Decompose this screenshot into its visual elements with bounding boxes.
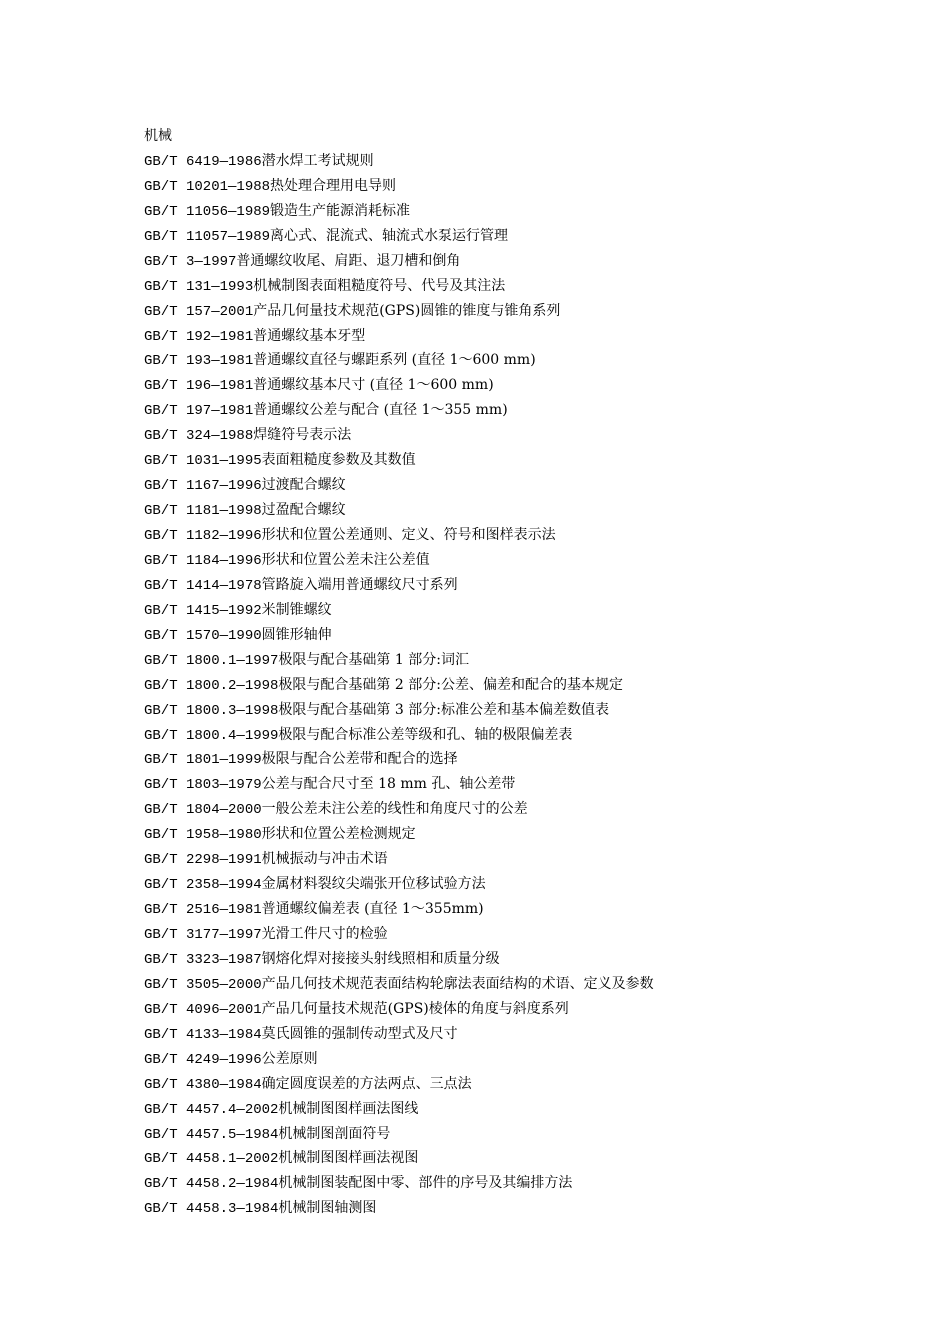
standard-title: 确定圆度误差的方法两点、三点法	[261, 1075, 472, 1092]
standard-code: GB/T 192—1981	[144, 328, 254, 345]
standard-title: 机械制图图样画法图线	[278, 1100, 419, 1117]
standard-title: 产品几何量技术规范(GPS)棱体的角度与斜度系列	[261, 1000, 569, 1017]
standard-code: GB/T 4458.2—1984	[144, 1176, 279, 1193]
standard-title: 普通螺纹基本牙型	[253, 327, 366, 344]
standard-entry	[144, 648, 864, 673]
standard-code: GB/T 4096—2001	[144, 1001, 262, 1018]
standard-title: 普通螺纹收尾、肩距、退刀槽和倒角	[236, 252, 461, 269]
standard-code: GB/T 1031—1995	[144, 453, 262, 470]
standard-entry	[144, 972, 864, 997]
standard-entry	[144, 897, 864, 922]
standard-entry	[144, 1022, 864, 1047]
standard-entry	[144, 1097, 864, 1122]
standard-code: GB/T 131—1993	[144, 278, 254, 295]
standard-entry	[144, 822, 864, 847]
standard-entry	[144, 1146, 864, 1171]
standard-title: 一般公差未注公差的线性和角度尺寸的公差	[261, 801, 528, 818]
standard-title: 公差与配合尺寸至 18 mm 孔、轴公差带	[261, 776, 516, 793]
standard-entry	[144, 797, 864, 822]
standard-title: 普通螺纹直径与螺距系列 (直径 1～600 mm)	[253, 352, 536, 369]
standard-entry	[144, 1196, 864, 1221]
standard-entry	[144, 1171, 864, 1196]
standard-entry	[144, 723, 864, 748]
standard-code: GB/T 324—1988	[144, 428, 254, 445]
standard-title: 产品几何量技术规范(GPS)圆锥的锥度与锥角系列	[253, 302, 561, 319]
standard-entry	[144, 373, 864, 398]
standard-code: GB/T 1800.4—1999	[144, 727, 279, 744]
standard-code: GB/T 1182—1996	[144, 528, 262, 544]
standard-entry	[144, 548, 864, 573]
standard-entry	[144, 1072, 864, 1097]
standard-title: 机械制图图样画法视图	[278, 1150, 419, 1167]
standard-code: GB/T 4380—1984	[144, 1076, 262, 1093]
standard-entry	[144, 573, 864, 598]
standard-code: GB/T 1800.1—1997	[144, 652, 279, 669]
standard-entry	[144, 348, 864, 373]
standard-code: GB/T 4457.4—2002	[144, 1101, 279, 1118]
standard-code: GB/T 1184—1996	[144, 552, 262, 569]
standard-entry	[144, 598, 864, 623]
standard-title: 机械制图轴测图	[278, 1200, 377, 1217]
standard-code: GB/T 4133—1984	[144, 1026, 262, 1043]
standard-title: 金属材料裂纹尖端张开位移试验方法	[261, 876, 486, 893]
standard-code: GB/T 1801—1999	[144, 752, 262, 769]
standard-title: 普通螺纹偏差表 (直径 1～355mm)	[261, 901, 484, 918]
standard-code: GB/T 4458.1—2002	[144, 1151, 279, 1168]
standard-entry	[144, 324, 864, 349]
standard-code: GB/T 1804—2000	[144, 802, 262, 819]
standard-code: GB/T 2358—1994	[144, 877, 262, 894]
standard-entry	[144, 1122, 864, 1147]
standard-title: 光滑工件尺寸的检验	[261, 926, 388, 942]
standard-title: 表面粗糙度参数及其数值	[261, 452, 416, 469]
standard-code: GB/T 1570—1990	[144, 627, 262, 644]
standard-entry	[144, 473, 864, 498]
standard-entry	[144, 847, 864, 872]
standards-list	[144, 149, 864, 1221]
standard-title: 管路旋入端用普通螺纹尺寸系列	[261, 576, 458, 593]
standard-code: GB/T 197—1981	[144, 403, 254, 420]
standard-code: GB/T 1415—1992	[144, 602, 262, 619]
standard-entry	[144, 673, 864, 698]
standard-title: 机械制图表面粗糙度符号、代号及其注法	[253, 277, 506, 294]
standard-title: 机械振动与冲击术语	[261, 851, 388, 868]
standard-code: GB/T 4249—1996	[144, 1051, 262, 1068]
standard-entry	[144, 947, 864, 972]
standard-title: 莫氏圆锥的强制传动型式及尺寸	[261, 1025, 458, 1042]
standard-code: GB/T 10201—1988	[144, 178, 271, 195]
standard-entry	[144, 747, 864, 772]
standard-title: 热处理合理用电导则	[270, 177, 397, 194]
standard-code: GB/T 4457.5—1984	[144, 1126, 279, 1143]
standard-code: GB/T 1167—1996	[144, 478, 262, 495]
standard-entry	[144, 274, 864, 299]
standard-title: 米制锥螺纹	[261, 601, 332, 618]
section-title: 机械	[144, 128, 172, 144]
standard-entry	[144, 299, 864, 324]
standard-entry	[144, 997, 864, 1022]
standard-code: GB/T 2516—1981	[144, 902, 262, 919]
standard-code: GB/T 196—1981	[144, 378, 254, 395]
standard-title: 离心式、混流式、轴流式水泵运行管理	[270, 227, 509, 244]
standard-title: 公差原则	[261, 1050, 318, 1067]
standard-entry	[144, 498, 864, 523]
standard-title: 机械制图剖面符号	[278, 1125, 391, 1142]
standard-code: GB/T 6419—1986	[144, 153, 262, 170]
standard-title: 形状和位置公差未注公差值	[261, 551, 430, 568]
standard-code: GB/T 1800.2—1998	[144, 677, 279, 694]
standard-entry	[144, 249, 864, 274]
standard-title: 潜水焊工考试规则	[261, 152, 374, 169]
standard-title: 过盈配合螺纹	[261, 502, 346, 519]
standard-code: GB/T 4458.3—1984	[144, 1201, 279, 1218]
standard-code: GB/T 1803—1979	[144, 777, 262, 794]
standard-code: GB/T 3505—2000	[144, 976, 262, 993]
standard-code: GB/T 3—1997	[144, 253, 237, 270]
standard-title: 极限与配合基础第 1 部分:词汇	[278, 651, 469, 668]
standard-entry	[144, 523, 864, 548]
standard-title: 普通螺纹基本尺寸 (直径 1～600 mm)	[253, 377, 494, 394]
standard-code: GB/T 3323—1987	[144, 951, 262, 968]
standard-code: GB/T 1181—1998	[144, 503, 262, 520]
standard-code: GB/T 1414—1978	[144, 577, 262, 594]
standard-title: 产品几何技术规范表面结构轮廓法表面结构的术语、定义及参数	[261, 975, 654, 992]
standard-code: GB/T 11056—1989	[144, 203, 271, 220]
standard-code: GB/T 1800.3—1998	[144, 702, 279, 719]
standard-entry	[144, 149, 864, 174]
standard-entry	[144, 623, 864, 648]
standard-code: GB/T 193—1981	[144, 353, 254, 370]
standard-entry	[144, 922, 864, 947]
standard-title: 过渡配合螺纹	[261, 477, 346, 494]
standard-title: 锻造生产能源消耗标准	[270, 202, 411, 219]
standard-code: GB/T 1958—1980	[144, 827, 262, 844]
standard-entry	[144, 174, 864, 199]
standard-entry	[144, 199, 864, 224]
standard-title: 极限与配合公差带和配合的选择	[261, 751, 458, 768]
standard-title: 极限与配合标准公差等级和孔、轴的极限偏差表	[278, 726, 573, 743]
standard-title: 普通螺纹公差与配合 (直径 1～355 mm)	[253, 402, 508, 419]
standard-title: 极限与配合基础第 3 部分:标准公差和基本偏差数值表	[278, 701, 609, 718]
standard-title: 钢熔化焊对接接头射线照相和质量分级	[261, 950, 500, 967]
standard-title: 形状和位置公差检测规定	[261, 826, 416, 843]
standard-code: GB/T 11057—1989	[144, 228, 271, 245]
standard-title: 圆锥形轴伸	[261, 626, 332, 643]
standard-entry	[144, 224, 864, 249]
standard-title: 焊缝符号表示法	[253, 427, 352, 444]
standard-code: GB/T 3177—1997	[144, 927, 262, 943]
standard-entry	[144, 1047, 864, 1072]
standard-title: 形状和位置公差通则、定义、符号和图样表示法	[261, 527, 556, 543]
standard-entry	[144, 772, 864, 797]
standard-title: 机械制图装配图中零、部件的序号及其编排方法	[278, 1175, 573, 1192]
standard-entry	[144, 698, 864, 723]
standard-entry	[144, 872, 864, 897]
standard-entry	[144, 423, 864, 448]
standard-code: GB/T 2298—1991	[144, 852, 262, 869]
standard-title: 极限与配合基础第 2 部分:公差、偏差和配合的基本规定	[278, 676, 623, 693]
standard-entry	[144, 398, 864, 423]
standard-entry	[144, 448, 864, 473]
standard-code: GB/T 157—2001	[144, 303, 254, 320]
document-content	[144, 124, 864, 1221]
